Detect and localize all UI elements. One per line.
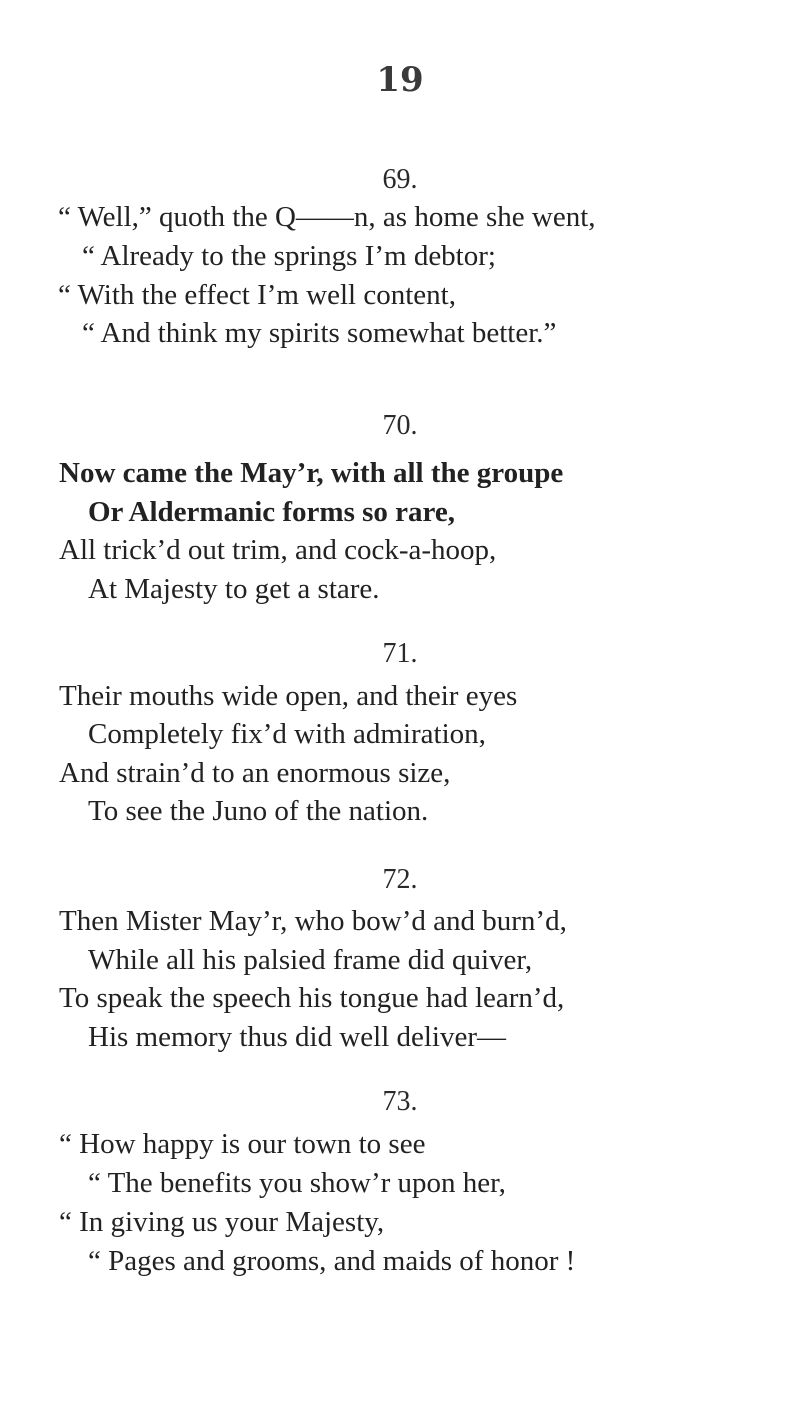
- verse-line: “ And think my spirits somewhat better.”: [82, 317, 557, 349]
- verse-line: “ With the effect I’m well content,: [58, 279, 456, 311]
- verse-line: Then Mister May’r, who bow’d and burn’d,: [59, 905, 567, 937]
- verse-line: “ Well,” quoth the Q——n, as home she went,: [58, 201, 596, 233]
- verse-line: To see the Juno of the nation.: [88, 795, 429, 827]
- verse-line: “ How happy is our town to see: [59, 1128, 426, 1160]
- page-number: 19: [376, 60, 424, 100]
- stanza-number-72: 72.: [382, 864, 418, 895]
- stanza-number-70: 70.: [382, 410, 418, 441]
- stanza-number-71: 71.: [382, 638, 418, 669]
- verse-line: All trick’d out trim, and cock-a-hoop,: [59, 534, 497, 566]
- stanza-number-73: 73.: [382, 1086, 418, 1117]
- verse-line: “ In giving us your Majesty,: [59, 1206, 385, 1238]
- verse-line: While all his palsied frame did quiver,: [88, 944, 533, 976]
- verse-line: “ Pages and grooms, and maids of honor !: [88, 1245, 576, 1277]
- verse-line: Or Aldermanic forms so rare,: [88, 496, 455, 528]
- verse-line: “ Already to the springs I’m debtor;: [82, 240, 496, 272]
- verse-line: Completely fix’d with admiration,: [88, 718, 486, 750]
- verse-line: At Majesty to get a stare.: [88, 573, 380, 605]
- stanza-number-69: 69.: [382, 164, 418, 195]
- verse-line: His memory thus did well deliver—: [88, 1021, 507, 1053]
- verse-line: To speak the speech his tongue had learn’d,: [59, 982, 565, 1014]
- verse-line: Their mouths wide open, and their eyes: [59, 680, 518, 712]
- verse-line: “ The benefits you show’r upon her,: [88, 1167, 506, 1199]
- verse-line: Now came the May’r, with all the groupe: [59, 457, 564, 489]
- verse-line: And strain’d to an enormous size,: [59, 757, 451, 789]
